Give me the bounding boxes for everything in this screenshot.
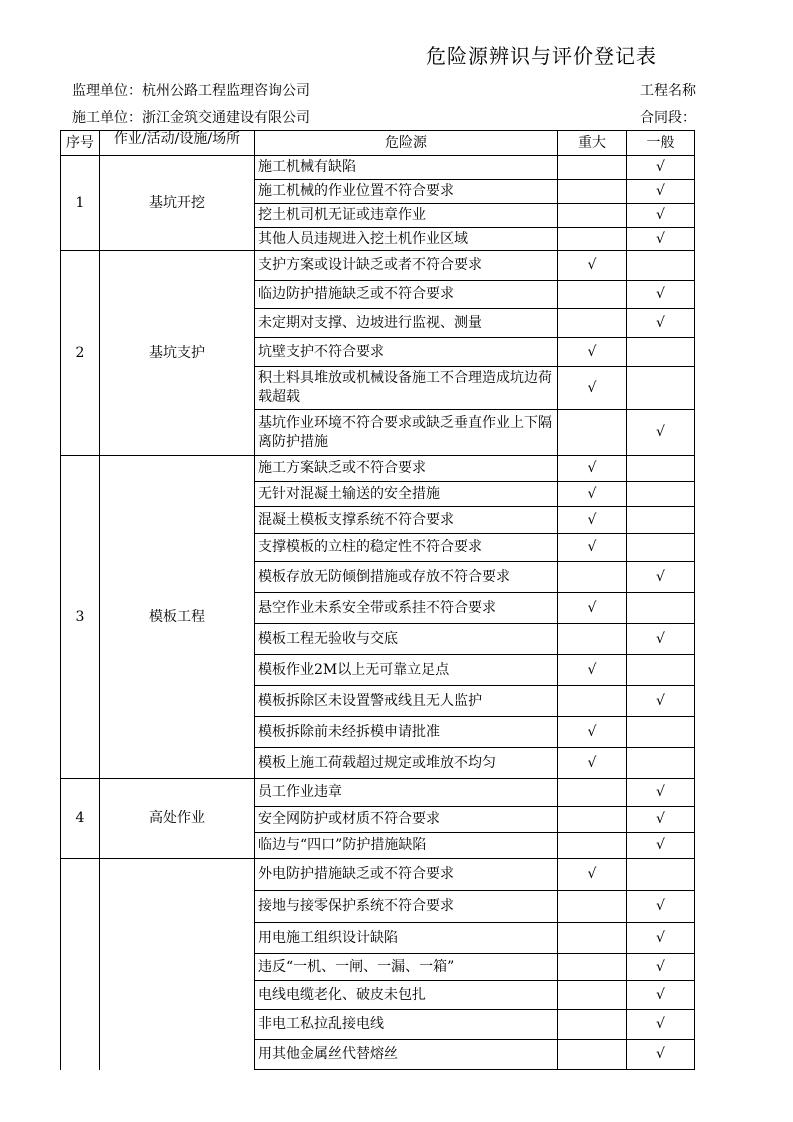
hazard-table [60, 130, 695, 1070]
page-title: 危险源辨识与评价登记表 [426, 44, 657, 68]
major-cell [558, 891, 627, 923]
general-cell [627, 717, 695, 748]
check-mark-icon: √ [587, 343, 597, 360]
hazard-cell: 施工机械的作业位置不符合要求 [255, 180, 558, 204]
contract-section-label: 合同段： [640, 110, 696, 126]
major-cell [558, 534, 627, 562]
general-cell [627, 562, 695, 593]
hazard-cell: 施工方案缺乏或不符合要求 [255, 456, 558, 482]
hazard-cell: 用其他金属丝代替熔丝 [255, 1040, 558, 1070]
check-mark-icon: √ [656, 958, 665, 975]
general-cell [627, 891, 695, 923]
hazard-cell: 未定期对支撑、边坡进行监视、测量 [255, 309, 558, 338]
major-cell [558, 251, 627, 281]
general-cell [627, 507, 695, 534]
hazard-cell: 支护方案或设计缺乏或者不符合要求 [255, 251, 558, 281]
row-number: 2 [61, 251, 100, 456]
hazard-cell: 临边防护措施缺乏或不符合要求 [255, 281, 558, 309]
general-cell [627, 410, 695, 456]
check-mark-icon: √ [656, 986, 665, 1003]
general-cell [627, 309, 695, 338]
check-mark-icon: √ [587, 485, 597, 502]
table-header-row [61, 131, 695, 156]
hazard-cell: 悬空作业未系安全带或系挂不符合要求 [255, 593, 558, 624]
major-cell [558, 180, 627, 204]
general-cell [627, 686, 695, 717]
check-mark-icon: √ [587, 754, 597, 771]
general-cell [627, 923, 695, 954]
general-cell [627, 456, 695, 482]
header-activity: 作业/活动/设施/场所 [100, 131, 255, 156]
general-cell [627, 228, 695, 251]
check-mark-icon: √ [587, 257, 597, 273]
major-cell [558, 367, 627, 410]
major-cell [558, 228, 627, 251]
check-mark-icon: √ [587, 599, 597, 616]
general-cell [627, 833, 695, 859]
general-cell [627, 748, 695, 779]
major-cell [558, 338, 627, 367]
contractor-unit: 施工单位：浙江金筑交通建设有限公司 [72, 110, 310, 126]
major-cell [558, 833, 627, 859]
general-cell [627, 981, 695, 1010]
row-number: 3 [61, 456, 100, 779]
general-cell [627, 534, 695, 562]
hazard-cell: 电线电缆老化、破皮未包扎 [255, 981, 558, 1010]
project-name-label: 工程名称 [640, 83, 696, 99]
hazard-cell: 违反“一机、一闸、一漏、一箱” [255, 954, 558, 981]
general-cell [627, 655, 695, 686]
table-row [61, 251, 695, 281]
row-number: 1 [61, 156, 100, 251]
general-cell [627, 779, 695, 807]
general-cell [627, 593, 695, 624]
hazard-cell: 模板作业2M以上无可靠立足点 [255, 655, 558, 686]
check-mark-icon: √ [587, 460, 597, 476]
check-mark-icon: √ [656, 1046, 665, 1062]
hazard-cell: 坑壁支护不符合要求 [255, 338, 558, 367]
check-mark-icon: √ [656, 811, 665, 827]
table-row [61, 859, 695, 891]
general-cell [627, 624, 695, 655]
general-cell [627, 338, 695, 367]
check-mark-icon: √ [656, 837, 665, 853]
header-hazard: 危险源 [255, 131, 558, 156]
general-cell [627, 281, 695, 309]
major-cell [558, 748, 627, 779]
hazard-cell: 其他人员违规进入挖土机作业区域 [255, 228, 558, 251]
check-mark-icon: √ [656, 630, 665, 647]
major-cell [558, 281, 627, 309]
major-cell [558, 156, 627, 180]
major-cell [558, 507, 627, 534]
check-mark-icon: √ [587, 539, 597, 555]
row-number [61, 859, 100, 1070]
check-mark-icon: √ [587, 511, 597, 528]
hazard-cell: 支撑模板的立柱的稳定性不符合要求 [255, 534, 558, 562]
check-mark-icon: √ [656, 898, 665, 914]
major-cell [558, 859, 627, 891]
check-mark-icon: √ [656, 207, 665, 223]
major-cell [558, 1040, 627, 1070]
check-mark-icon: √ [587, 866, 597, 882]
hazard-cell: 模板拆除区未设置警戒线且无人监护 [255, 686, 558, 717]
general-cell [627, 251, 695, 281]
major-cell [558, 309, 627, 338]
hazard-cell: 员工作业违章 [255, 779, 558, 807]
hazard-cell: 临边与“四口”防护措施缺陷 [255, 833, 558, 859]
supervisor-unit: 监理单位：杭州公路工程监理咨询公司 [72, 83, 310, 99]
hazard-cell: 施工机械有缺陷 [255, 156, 558, 180]
hazard-cell: 积土料具堆放或机械设备施工不合理造成坑边荷载超载 [255, 367, 558, 410]
major-cell [558, 779, 627, 807]
check-mark-icon: √ [656, 929, 665, 946]
check-mark-icon: √ [656, 692, 665, 709]
check-mark-icon: √ [656, 568, 665, 585]
check-mark-icon: √ [656, 314, 665, 331]
major-cell [558, 624, 627, 655]
general-cell [627, 180, 695, 204]
activity-cell: 基坑开挖 [100, 156, 255, 251]
major-cell [558, 717, 627, 748]
major-cell [558, 482, 627, 507]
major-cell [558, 593, 627, 624]
hazard-cell: 混凝土模板支撑系统不符合要求 [255, 507, 558, 534]
general-cell [627, 807, 695, 833]
general-cell [627, 859, 695, 891]
activity-cell: 模板工程 [100, 456, 255, 779]
check-mark-icon: √ [656, 183, 665, 199]
major-cell [558, 923, 627, 954]
general-cell [627, 156, 695, 180]
major-cell [558, 410, 627, 456]
major-cell [558, 1010, 627, 1040]
check-mark-icon: √ [656, 424, 665, 440]
header-no: 序号 [61, 131, 100, 156]
major-cell [558, 686, 627, 717]
check-mark-icon: √ [587, 379, 597, 396]
check-mark-icon: √ [656, 784, 665, 800]
general-cell [627, 482, 695, 507]
header-major: 重大 [558, 131, 627, 156]
hazard-cell: 无针对混凝土输送的安全措施 [255, 482, 558, 507]
header-general: 一般 [627, 131, 695, 156]
activity-cell: 基坑支护 [100, 251, 255, 456]
hazard-cell: 外电防护措施缺乏或不符合要求 [255, 859, 558, 891]
major-cell [558, 204, 627, 228]
activity-cell [100, 859, 255, 1070]
major-cell [558, 954, 627, 981]
hazard-cell: 基坑作业环境不符合要求或缺乏垂直作业上下隔离防护措施 [255, 410, 558, 456]
general-cell [627, 204, 695, 228]
hazard-cell: 安全网防护或材质不符合要求 [255, 807, 558, 833]
hazard-cell: 模板上施工荷载超过规定或堆放不均匀 [255, 748, 558, 779]
major-cell [558, 562, 627, 593]
major-cell [558, 981, 627, 1010]
general-cell [627, 1010, 695, 1040]
hazard-cell: 挖土机司机无证或违章作业 [255, 204, 558, 228]
general-cell [627, 954, 695, 981]
check-mark-icon: √ [587, 723, 597, 740]
general-cell [627, 1040, 695, 1070]
major-cell [558, 807, 627, 833]
hazard-cell: 非电工私拉乱接电线 [255, 1010, 558, 1040]
check-mark-icon: √ [656, 159, 665, 175]
hazard-cell: 模板存放无防倾倒措施或存放不符合要求 [255, 562, 558, 593]
hazard-cell: 接地与接零保护系统不符合要求 [255, 891, 558, 923]
table-row [61, 156, 695, 180]
check-mark-icon: √ [656, 230, 665, 247]
check-mark-icon: √ [587, 661, 597, 678]
check-mark-icon: √ [656, 1016, 665, 1032]
activity-cell: 高处作业 [100, 779, 255, 859]
row-number: 4 [61, 779, 100, 859]
table-row [61, 779, 695, 807]
hazard-cell: 用电施工组织设计缺陷 [255, 923, 558, 954]
major-cell [558, 655, 627, 686]
hazard-cell: 模板工程无验收与交底 [255, 624, 558, 655]
hazard-cell: 模板拆除前未经拆模申请批准 [255, 717, 558, 748]
major-cell [558, 456, 627, 482]
check-mark-icon: √ [656, 286, 665, 302]
table-row [61, 456, 695, 482]
general-cell [627, 367, 695, 410]
